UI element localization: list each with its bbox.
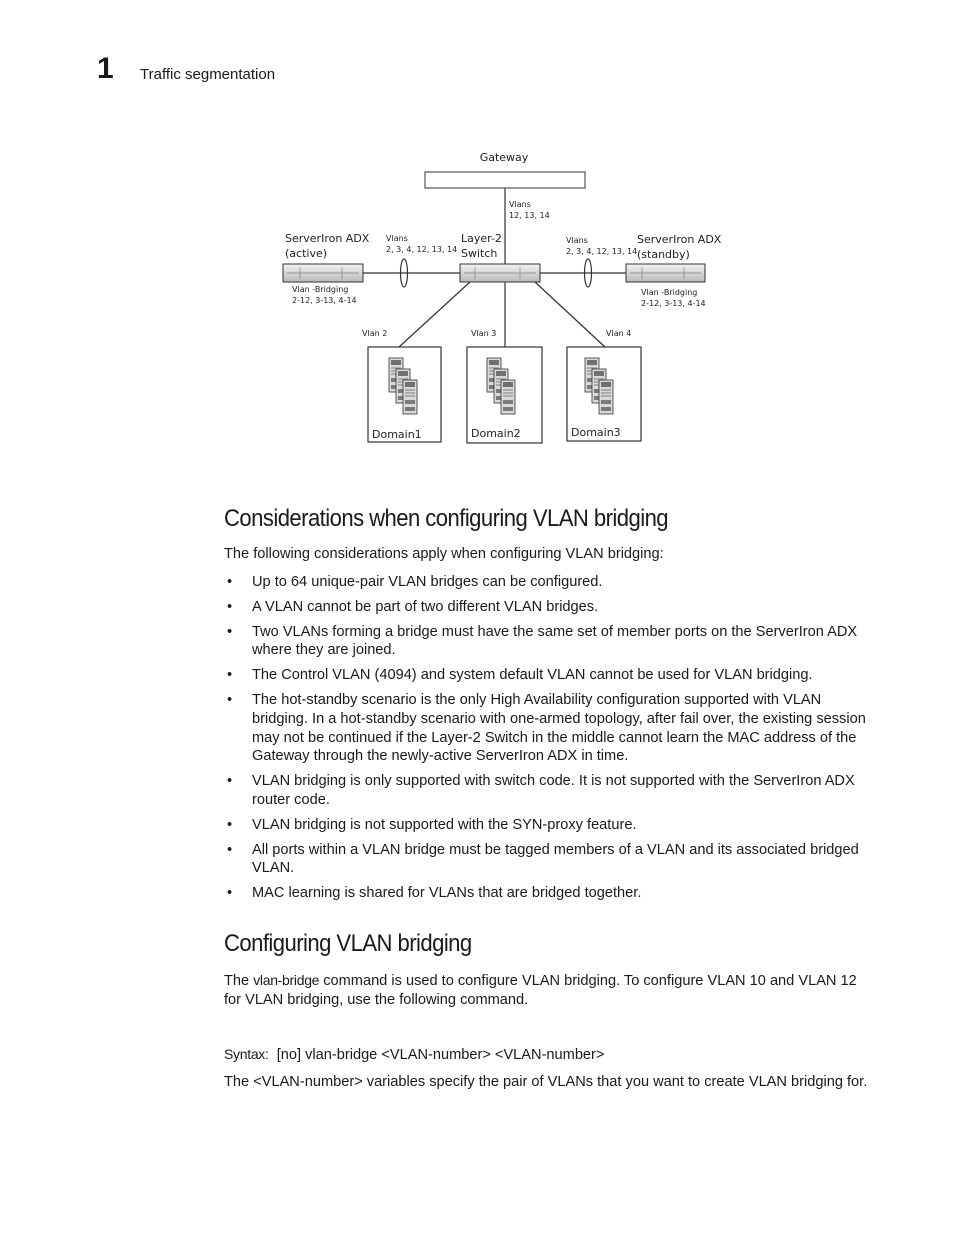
chapter-title: Traffic segmentation [140,66,276,83]
domain1-vlan-label: Vlan 2 [362,329,388,338]
domain2-label: Domain2 [471,427,521,440]
right-link-vlans-label: Vlans [566,236,588,245]
syntax-line [224,1045,874,1065]
gateway-vlans-values: 12, 13, 14 [509,211,550,220]
syntax-label: Syntax: [224,1046,269,1062]
domain3-label: Domain3 [571,426,621,439]
switch-label-2: Switch [461,247,498,260]
list-item: • VLAN bridging is only supported with switch code. It is not supported with the ServerIron ADX router code. [224,772,874,809]
left-link-vlans-values: 2, 3, 4, 12, 13, 14 [386,245,458,254]
list-item: • Two VLANs forming a bridge must have the same set of member ports on the ServerIron ADX where they are joined. [224,623,874,660]
list-item: • Up to 64 unique-pair VLAN bridges can be configured. [224,573,874,592]
domain3-vlan-label: Vlan 4 [606,329,632,338]
configuring-paragraph [224,971,874,1010]
vlan4-link [535,282,605,347]
list-item: • A VLAN cannot be part of two different VLAN bridges. [224,598,874,617]
syntax-text: [no] vlan-bridge <VLAN-number> <VLAN-number> [276,1047,605,1063]
right-bridging-values: 2-12, 3-13, 4-14 [641,299,706,308]
left-adx-label: ServerIron ADX [285,232,370,245]
switch-label: Layer-2 [461,232,502,245]
closing-paragraph: The <VLAN-number> variables specify the pair of VLANs that you want to create VLAN bridging for. [224,1074,868,1090]
domain1-label: Domain1 [372,428,422,441]
command-keyword: vlan-bridge [253,972,320,988]
para-prefix: The [224,973,254,989]
list-item: • The Control VLAN (4094) and system default VLAN cannot be used for VLAN bridging. [224,666,874,685]
gateway-vlans-label: Vlans [509,200,531,209]
left-adx-label-2: (active) [285,247,328,260]
section-heading-configuring: Configuring VLAN bridging [224,930,472,957]
vlan2-link [399,282,470,347]
gateway-box [425,172,585,188]
left-link-vlans-label: Vlans [386,234,408,243]
considerations-list [224,573,874,909]
section-heading-considerations: Considerations when configuring VLAN bridging [224,505,669,532]
left-bridging-values: 2-12, 3-13, 4-14 [292,296,357,305]
vlan-bridging-diagram [270,140,730,460]
domain2-vlan-label: Vlan 3 [471,329,497,338]
list-item: • VLAN bridging is not supported with the SYN-proxy feature. [224,816,874,835]
list-item: • The hot-standby scenario is the only High Availability configuration supported with VLAN bridging. In a hot-standby scenario with one-armed topology, after fail over, the existing session may not be continued if the Layer-2 Switch in the middle cannot learn the MAC address of the Gateway through the newly-active ServerIron ADX in time. [224,691,874,766]
right-adx-label-2: (standby) [637,248,690,261]
considerations-intro: The following considerations apply when configuring VLAN bridging: [224,546,664,562]
para-suffix: command is used to configure VLAN bridging. To configure VLAN 10 and VLAN 12 for VLAN bridging, use the following command. [224,973,857,1008]
right-link-vlans-values: 2, 3, 4, 12, 13, 14 [566,247,638,256]
list-item: • MAC learning is shared for VLANs that are bridged together. [224,884,874,903]
chapter-number: 1 [97,52,114,85]
right-adx-label: ServerIron ADX [637,233,722,246]
right-bridging-label: Vlan -Bridging [641,288,698,297]
list-item: • All ports within a VLAN bridge must be tagged members of a VLAN and its associated bridged VLAN. [224,841,874,878]
gateway-label: Gateway [479,151,529,164]
left-bridging-label: Vlan -Bridging [292,285,349,294]
